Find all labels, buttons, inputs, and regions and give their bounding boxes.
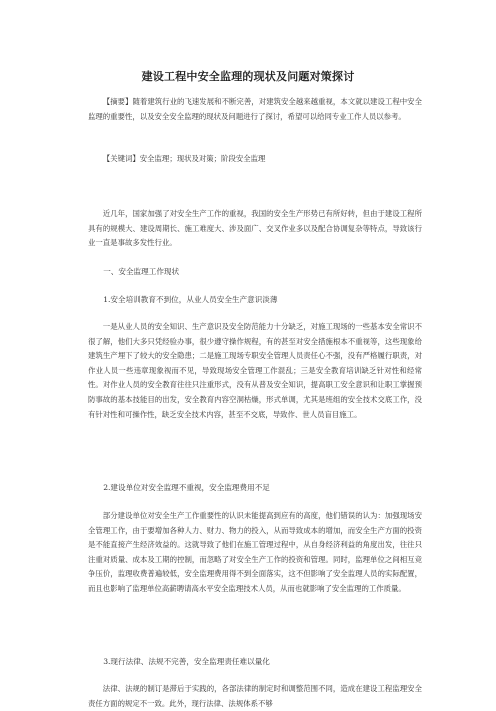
subsection-body-3: 法律、法规的制订是滞后于实践的，各部法律的制定时和调整范围不同，造成在建设工程监理安全责任方面的规定不一致。此外，现行法律、法规体系不够 [88,684,422,708]
abstract-paragraph: 【摘要】随着建筑行业的飞速发展和不断完善，对建筑安全越来越重视，本文就以建设工程中安全监理的重要性，以及安全安全监理的现状及问题进行了探讨，希望可以给同专业工作人员以参考。 [88,97,422,121]
subsection-heading-2: 2.建设单位对安全监理不重视，安全监理费用不足 [103,483,270,492]
section-heading: 一、安全监理工作现状 [103,267,180,276]
document-title: 建设工程中安全监理的现状及问题对策探讨 [141,70,355,83]
subsection-body-1: 一是从业人员的安全知识、生产意识及安全防范能力十分缺乏，对施工现场的一些基本安全常识不很了解，他们大多只凭经验办事，很少遵守操作规程，有的甚至对安全措施根本不重视等，这些现象给建筑生产埋下了较大的安全隐患；二是施工现场专职安全管理人员责任心不强，没有严格履行职责，对作业人员一些违章现象视而不见，导致现场安全管理工作混乱；三是安全教育培训缺乏针对性和经常性。对作业人员的安全教育往往只注重形式，没有从普及安全知识，提高职工安全意识和让职工掌握预防事故的基本技能目的出发，安全教育内容空洞枯燥，形式单调，尤其是班组的安全技术交底工作，没有针对性和可操作性，缺乏安全技术内容，甚至不交底，导致作、世人员盲目施工。 [88,322,422,419]
subsection-heading-1: 1.安全培训教育不到位，从业人员安全生产意识淡薄 [103,295,278,304]
intro-paragraph: 近几年，国家加强了对安全生产工作的重视，我国的安全生产形势已有所好转，但由于建设工程所具有的规模大、建设周期长、施工难度大、涉及面广、交叉作业多以及配合协调复杂等特点，导致该行业一直是事故多发性行业。 [88,209,422,248]
subsection-body-2: 部分建设单位对安全生产工作重要性的认识未能提高到应有的高度，他们错误的认为：加强现场安全管理工作，由于要增加各种人力、财力、物力的投入，从而导致成本的增加，而安全生产方面的投资是不能直接产生经济效益的。这就导致了他们在施工管理过程中，从自身经济利益的角度出发，往往只注重对质量、成本及工期的控制，而忽略了对安全生产工作的投资和管理。同时，监理单位之间相互竞争压价，监理收费普遍较低，安全监理费用得不到全面落实，这不但影响了安全监理人员的实际配置，而且也影响了监理单位高薪聘请高水平安全监理技术人员，从而也就影响了安全监理的工作质量。 [88,511,422,593]
keywords-paragraph: 【关键词】安全监理；现状及对策；阶段安全监理 [102,154,266,163]
subsection-heading-3: 3.现行法律、法规不完善，安全监理责任难以量化 [103,657,270,666]
